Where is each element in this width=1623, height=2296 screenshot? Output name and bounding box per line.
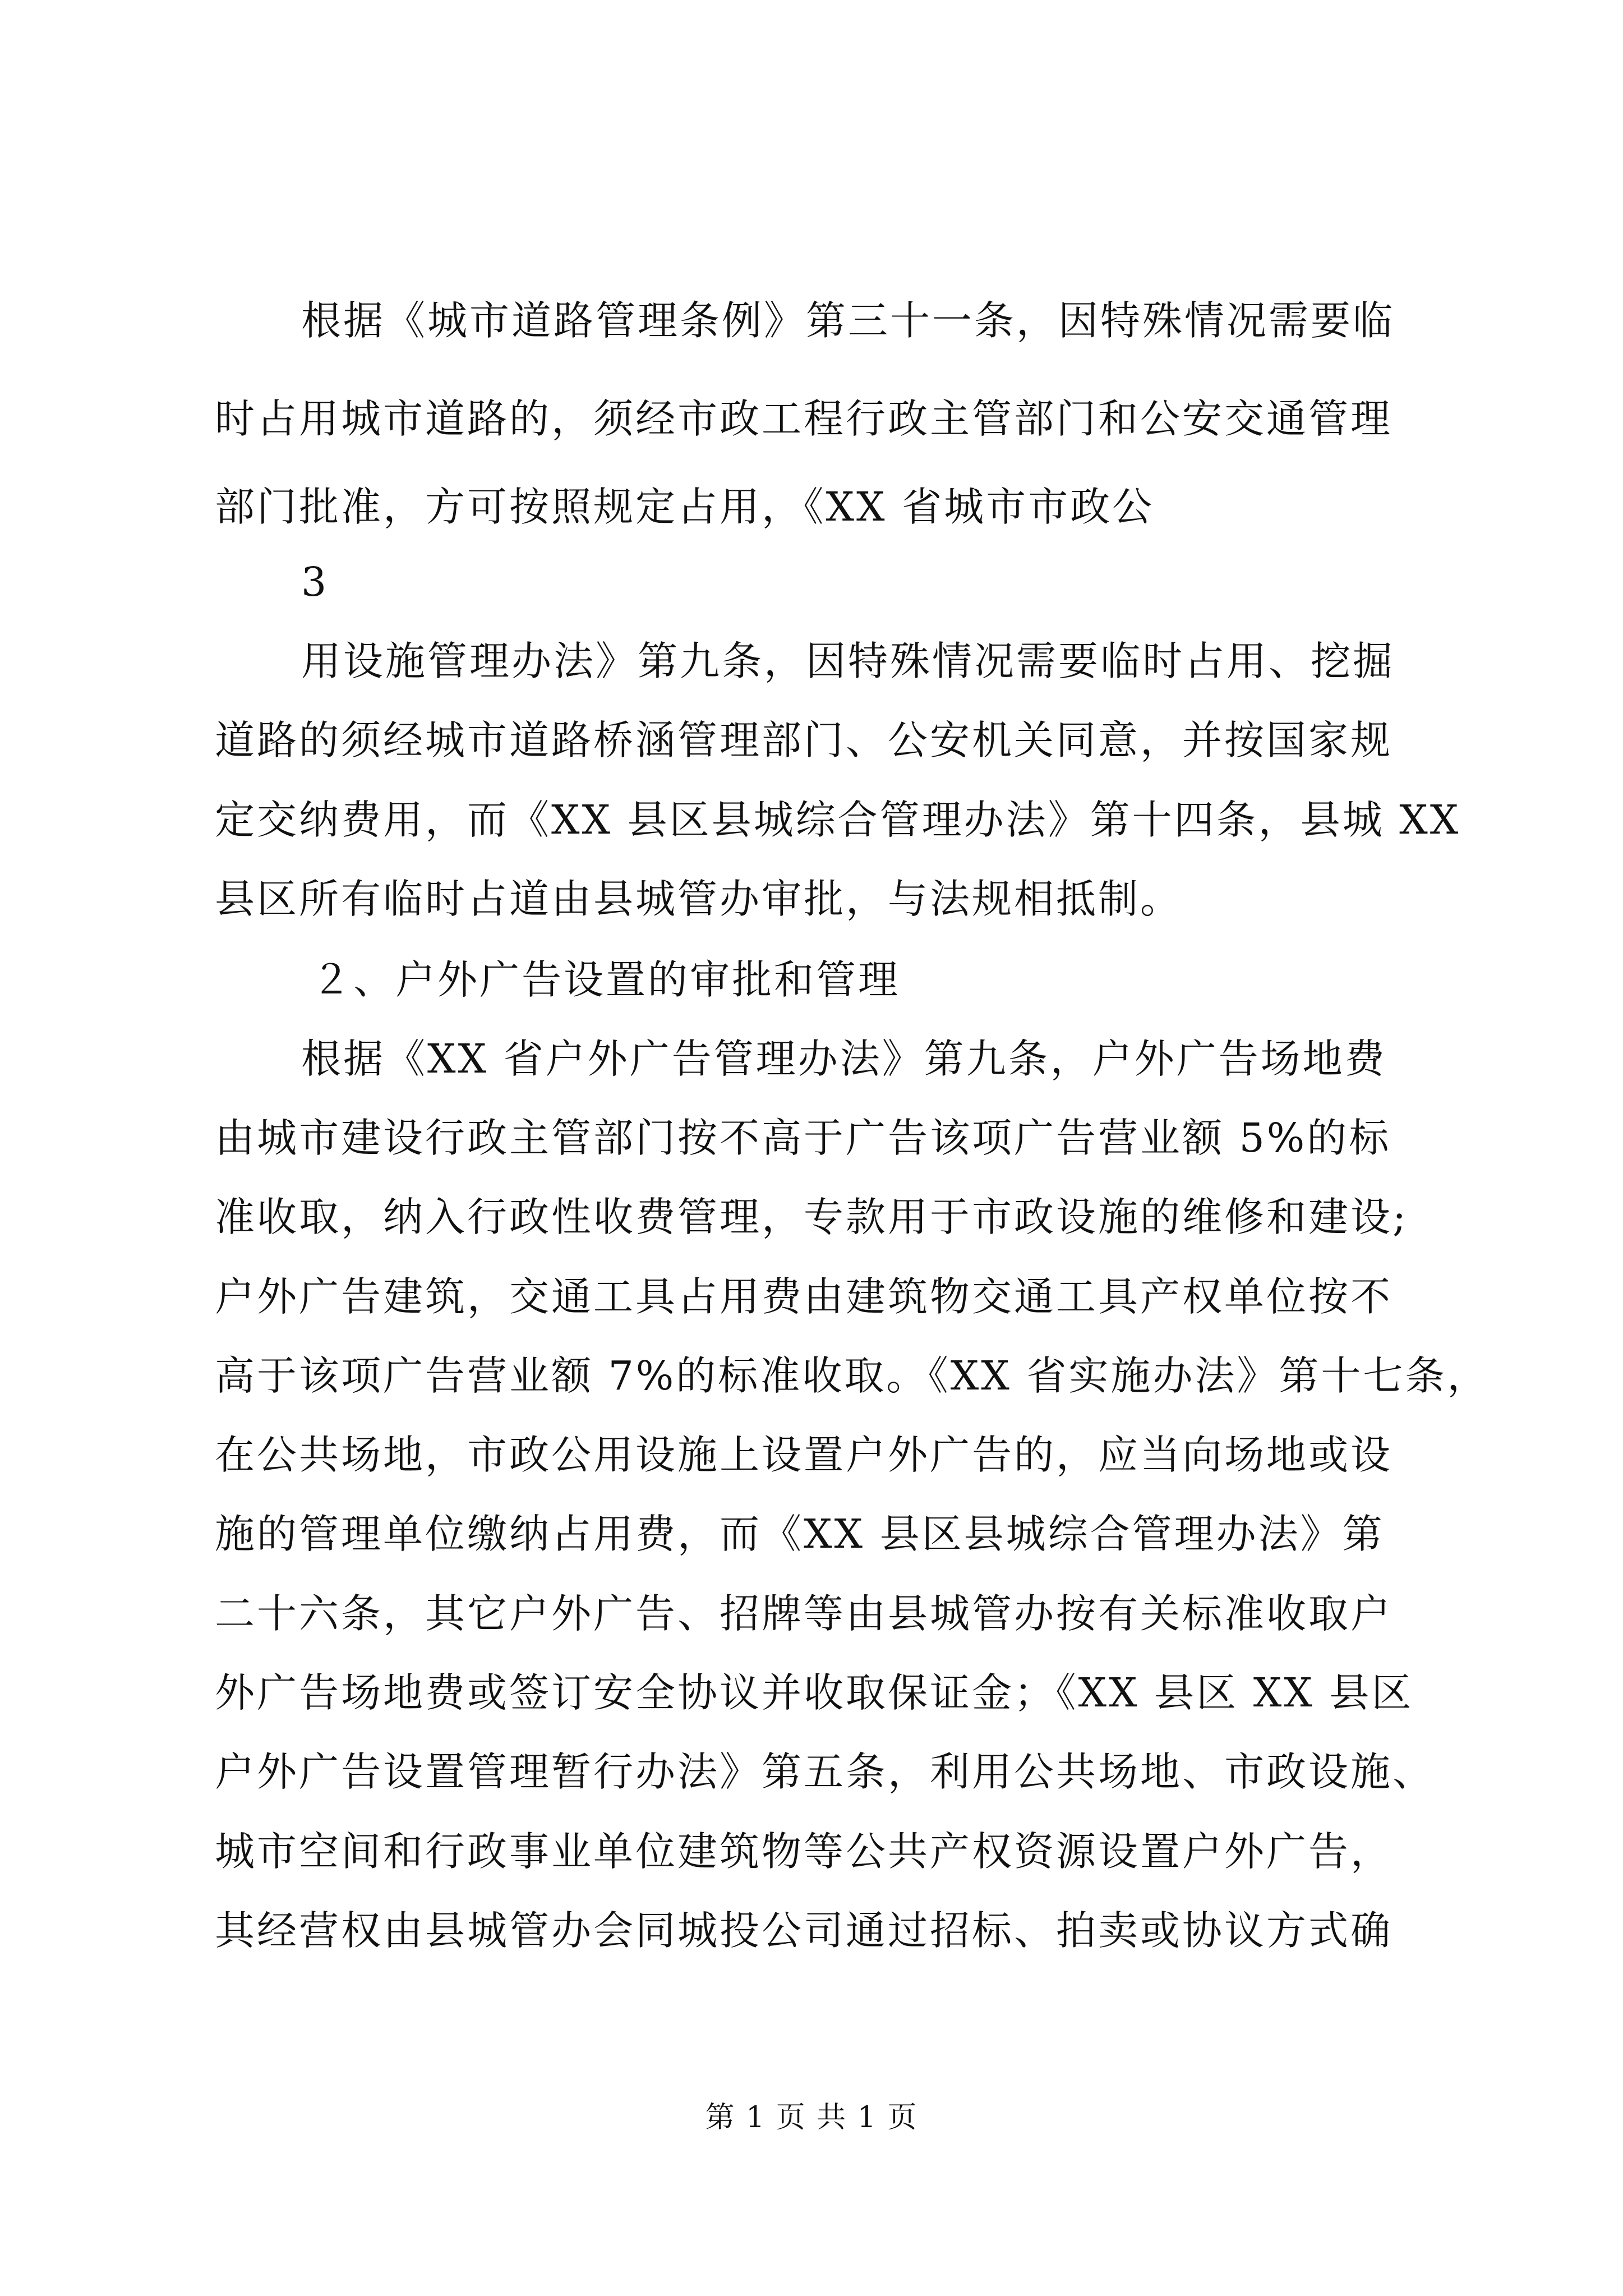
section-heading: ２、户外广告设置的审批和管理: [311, 956, 901, 1003]
text-line: 根据《XX 省户外广告管理办法》第九条，户外广告场地费: [301, 1036, 1387, 1082]
text-line: 二十六条，其它户外广告、招牌等由县城管办按有关标准收取户: [215, 1590, 1393, 1637]
text-line: 在公共场地，市政公用设施上设置户外广告的，应当向场地或设: [215, 1432, 1393, 1478]
text-line: 施的管理单位缴纳占用费，而《XX 县区县城综合管理办法》第: [215, 1511, 1385, 1557]
page-footer: 第 1 页 共 1 页: [705, 2101, 918, 2134]
text-line: 户外广告建筑，交通工具占用费由建筑物交通工具产权单位按不: [215, 1273, 1393, 1320]
text-line: 其经营权由县城管办会同城投公司通过招标、拍卖或协议方式确: [215, 1907, 1393, 1954]
text-line: 外广告场地费或签订安全协议并收取保证金；《XX 县区 XX 县区: [215, 1669, 1414, 1716]
text-line: 定交纳费用，而《XX 县区县城综合管理办法》第十四条，县城 XX: [215, 797, 1461, 843]
text-line: 户外广告设置管理暂行办法》第五条，利用公共场地、市政设施、: [215, 1749, 1435, 1795]
text-line: 用设施管理办法》第九条，因特殊情况需要临时占用、挖掘: [301, 638, 1395, 684]
text-line: 时占用城市道路的，须经市政工程行政主管部门和公安交通管理: [215, 395, 1393, 442]
page-marker: 3: [301, 559, 329, 605]
text-line: 根据《城市道路管理条例》第三十一条，因特殊情况需要临: [301, 297, 1395, 344]
text-line: 城市空间和行政事业单位建筑物等公共产权资源设置户外广告，: [215, 1828, 1393, 1875]
text-line: 准收取，纳入行政性收费管理，专款用于市政设施的维修和建设;: [215, 1194, 1408, 1240]
text-line: 道路的须经城市道路桥涵管理部门、公安机关同意，并按国家规: [215, 717, 1393, 763]
text-line: 由城市建设行政主管部门按不高于广告该项广告营业额 5%的标: [215, 1115, 1391, 1161]
text-line: 高于该项广告营业额 7%的标准收取。《XX 省实施办法》第十七条，: [215, 1352, 1490, 1399]
text-line: 县区所有临时占道由县城管办审批，与法规相抵制。: [215, 876, 1183, 922]
text-line: 部门批准，方可按照规定占用，《XX 省城市市政公: [215, 484, 1155, 530]
